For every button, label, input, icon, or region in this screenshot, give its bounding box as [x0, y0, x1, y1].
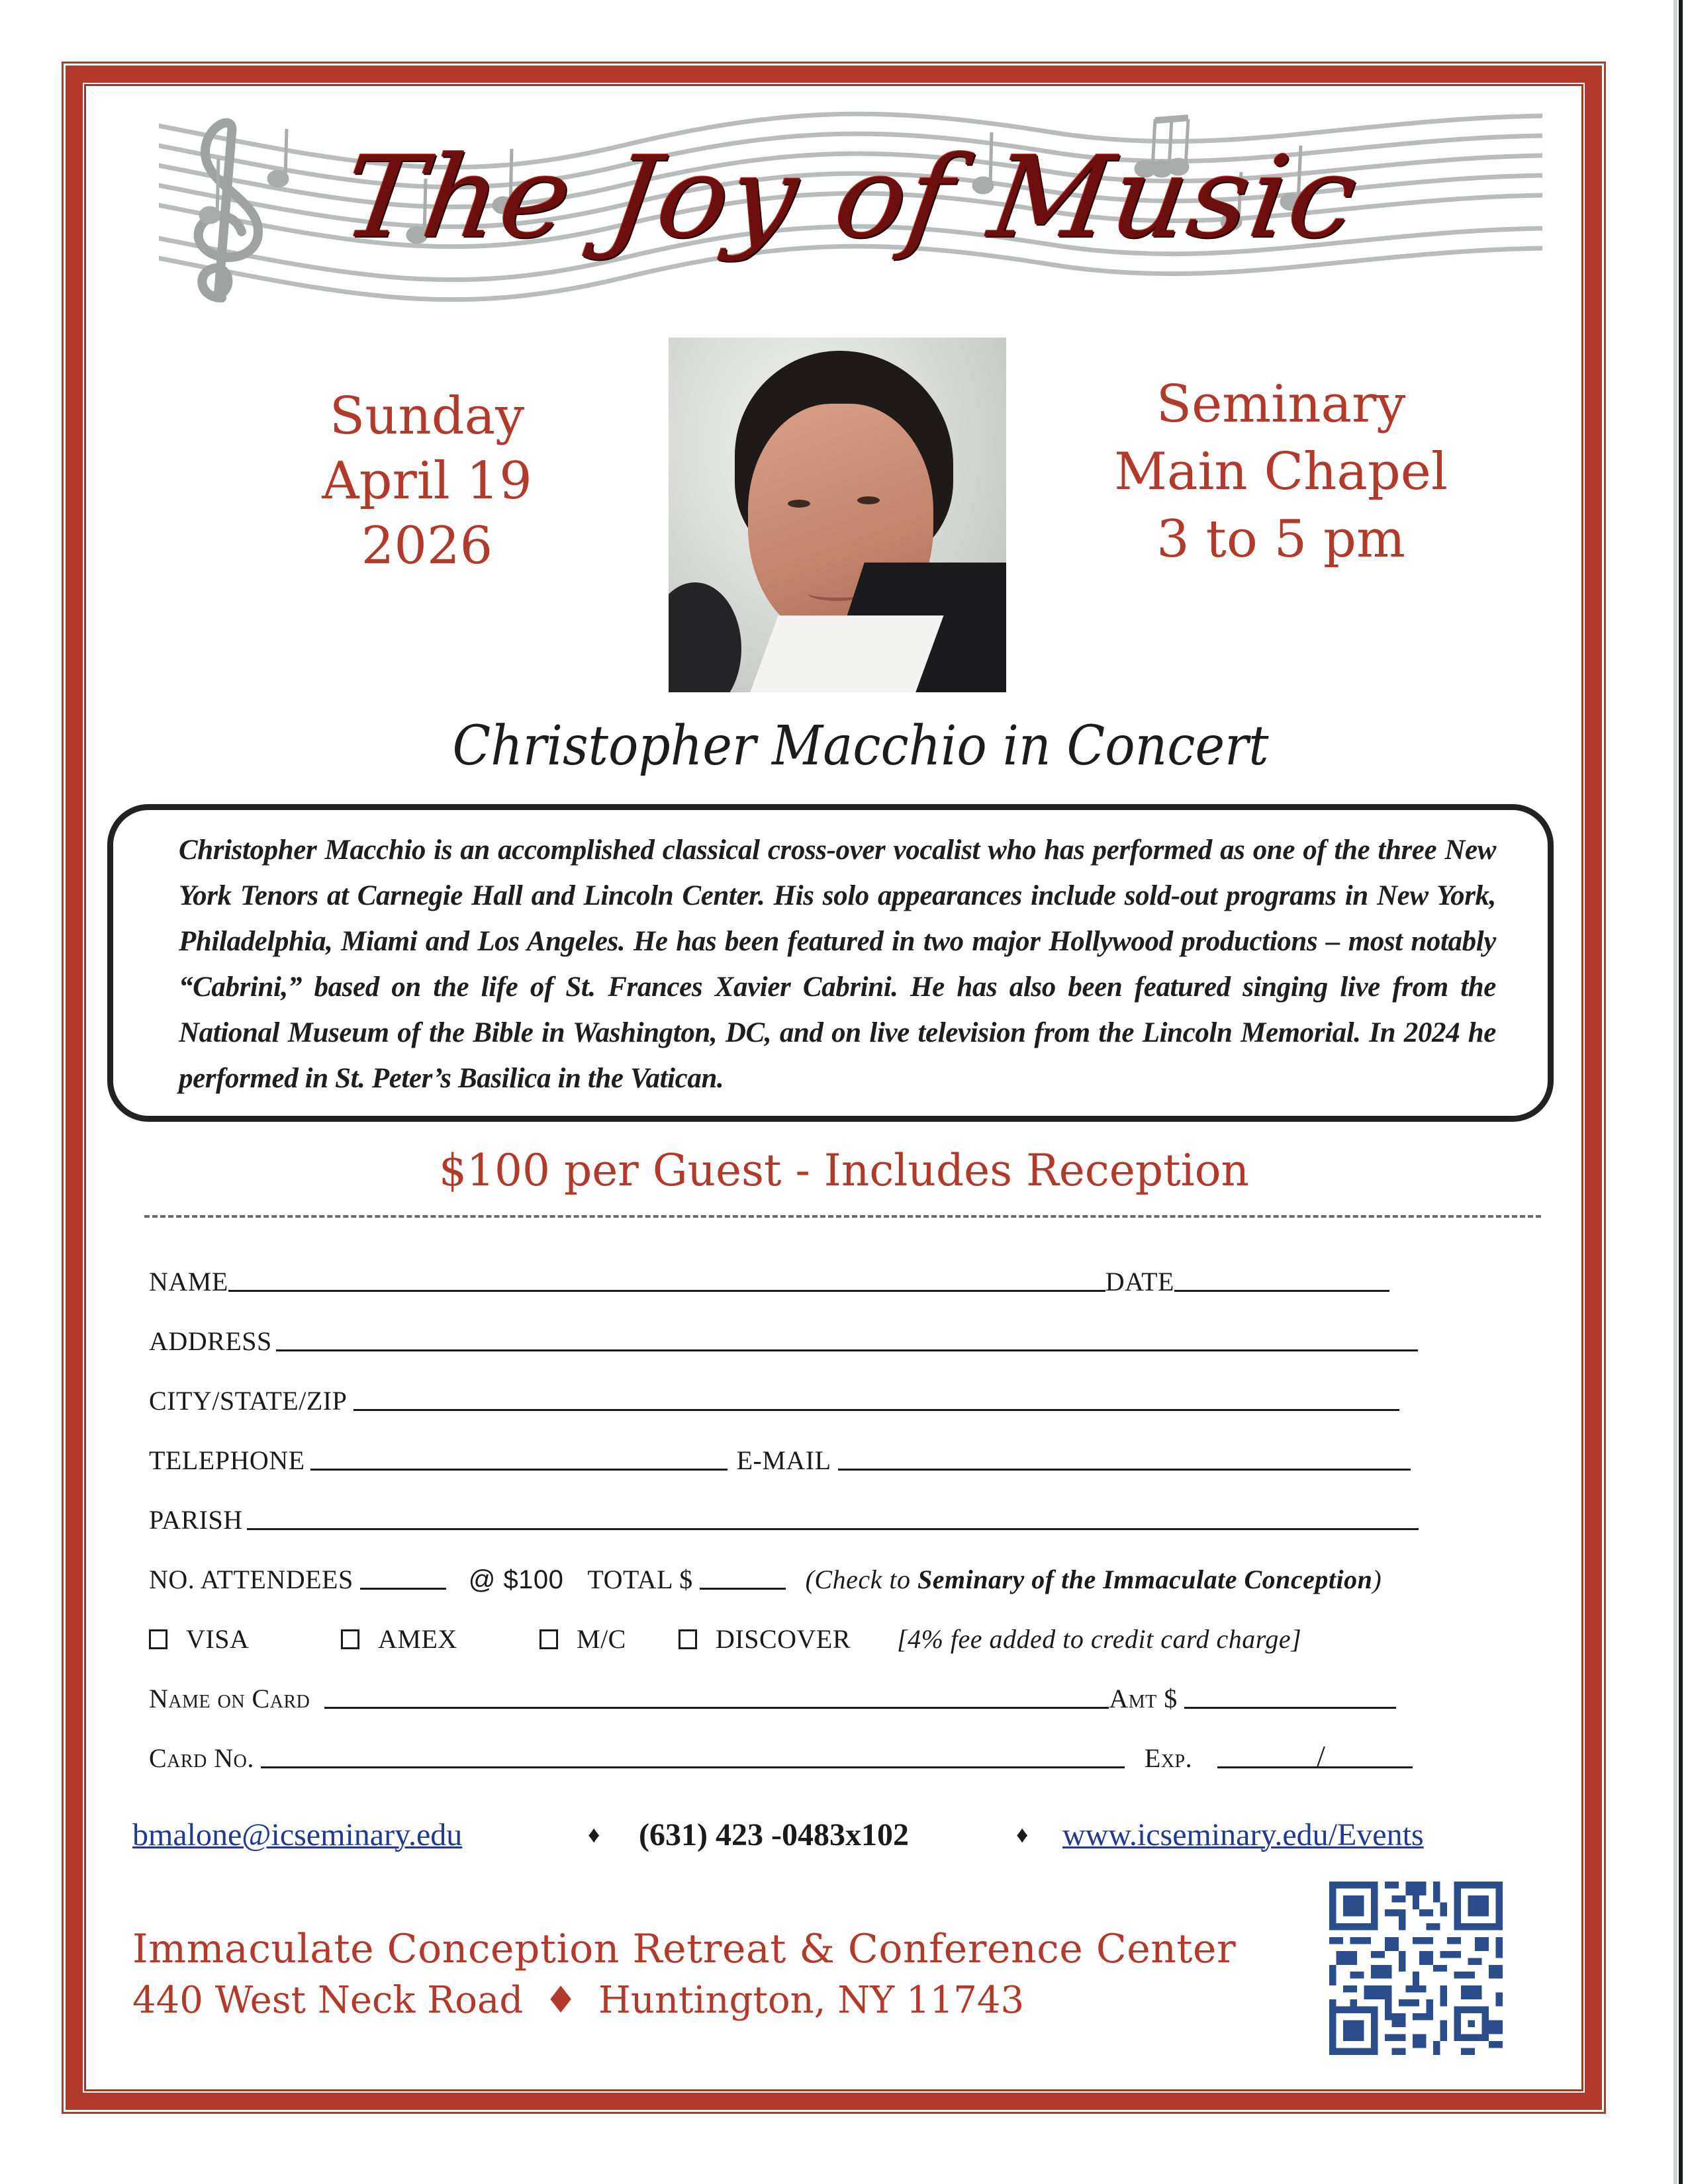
date-day: Sunday: [329, 387, 525, 446]
date-field[interactable]: [1174, 1290, 1389, 1292]
card-option-amex[interactable]: [341, 1623, 539, 1655]
address-field[interactable]: [276, 1349, 1418, 1351]
price-each: @ $100: [468, 1565, 564, 1594]
telephone-field[interactable]: [310, 1469, 727, 1471]
parish-label: PARISH: [149, 1505, 243, 1535]
card-fee-note: [4% fee added to credit card charge]: [897, 1624, 1302, 1654]
street-address: 440 West Neck Road: [132, 1979, 524, 2022]
scan-edge: [1679, 0, 1683, 2184]
cut-line-divider: [144, 1215, 1541, 1218]
qr-code-icon[interactable]: [1329, 1882, 1503, 2055]
card-option-mc[interactable]: [539, 1623, 679, 1655]
mc-label: M/C: [577, 1624, 626, 1654]
name-row: [149, 1257, 1427, 1297]
card-number-label: Card No.: [149, 1743, 254, 1773]
exp-underline: [1217, 1766, 1413, 1768]
telephone-label: TELEPHONE: [149, 1445, 305, 1475]
diamond-separator-icon: ♦: [544, 1979, 578, 2022]
photo-eye: [857, 496, 880, 504]
card-number-field[interactable]: [261, 1766, 1125, 1768]
check-note-suffix: ): [1372, 1565, 1382, 1594]
exp-separator: /: [1317, 1739, 1325, 1773]
card-number-row: [149, 1734, 1413, 1774]
visa-label: VISA: [186, 1624, 250, 1654]
event-venue: [1086, 371, 1476, 573]
name-field[interactable]: [228, 1290, 1105, 1292]
price-headline: $100 per Guest - Includes Reception: [439, 1145, 1249, 1196]
photo-shirt: [745, 615, 944, 692]
name-label: NAME: [149, 1267, 228, 1297]
email-link[interactable]: bmalone@icseminary.edu: [132, 1817, 463, 1852]
discover-checkbox[interactable]: [679, 1629, 697, 1649]
venue-time: 3 to 5 pm: [1156, 510, 1405, 569]
amex-checkbox[interactable]: [341, 1629, 359, 1649]
mc-checkbox[interactable]: [539, 1629, 558, 1649]
visa-checkbox[interactable]: [149, 1629, 167, 1649]
address-label: ADDRESS: [149, 1326, 272, 1356]
concert-title: Christopher Macchio in Concert: [452, 715, 1269, 778]
phone-number: (631) 423 -0483x102: [639, 1817, 909, 1852]
photo-eye: [788, 500, 810, 508]
organization-address: [132, 1979, 1024, 2022]
title-banner: [159, 106, 1542, 318]
email-field[interactable]: [838, 1469, 1411, 1471]
total-label: TOTAL $: [587, 1565, 693, 1594]
card-type-row: [149, 1615, 1407, 1655]
city-state-zip-field[interactable]: [353, 1409, 1399, 1411]
check-note: [806, 1564, 1382, 1595]
amount-field[interactable]: [1184, 1707, 1396, 1709]
venue-line-1: Seminary: [1156, 375, 1406, 434]
organization-name: Immaculate Conception Retreat & Conference Center: [132, 1926, 1237, 1972]
check-payee: Seminary of the Immaculate Conception: [917, 1565, 1373, 1594]
attendees-label: NO. ATTENDEES: [149, 1565, 353, 1594]
exp-label: Exp.: [1144, 1743, 1193, 1773]
date-month-day: April 19: [322, 451, 532, 511]
diamond-separator-icon: ♦: [1016, 1821, 1029, 1848]
amount-label: Amt $: [1109, 1684, 1178, 1713]
card-option-visa[interactable]: [149, 1623, 341, 1655]
attendees-row: [149, 1555, 1382, 1595]
bio-text: Christopher Macchio is an accomplished classical cross-over vocalist who has performed as one of the three New York Tenors at Carnegie Hall and Lincoln Center. His solo appearances include sold-out programs in New York, Philadelphia, Miami and Los Angeles. He has been featured in two major Hollywood productions – most notably “Cabrini,” based on the life of St. Frances Xavier Cabrini. He has also been featured singing live from the National Museum of the Bible in Washington, DC, and on live television from the Lincoln Memorial. In 2024 he performed in St. Peter’s Basilica in the Vatican.: [179, 835, 1496, 1094]
date-year: 2026: [361, 516, 493, 576]
city-address: Huntington, NY 11743: [598, 1979, 1025, 2022]
photo-shoulder: [669, 582, 741, 692]
name-on-card-label: Name on Card: [149, 1684, 310, 1713]
page-title: The Joy of Music: [335, 132, 1366, 263]
venue-line-2: Main Chapel: [1114, 442, 1448, 502]
city-row: [149, 1377, 1399, 1416]
card-option-discover[interactable]: [679, 1623, 897, 1655]
total-field[interactable]: [700, 1588, 786, 1590]
name-on-card-row: [149, 1674, 1396, 1714]
performer-photo: [669, 338, 1006, 692]
contact-info-row: [149, 1436, 1411, 1476]
email-label: E-MAIL: [736, 1445, 831, 1475]
diamond-separator-icon: ♦: [588, 1821, 600, 1848]
address-row: [149, 1317, 1418, 1357]
attendees-field[interactable]: [360, 1588, 446, 1590]
parish-field[interactable]: [247, 1528, 1419, 1530]
exp-field[interactable]: [1217, 1739, 1413, 1774]
scan-edge-highlight: [1673, 0, 1677, 2184]
check-note-prefix: (Check to: [805, 1565, 917, 1594]
name-on-card-field[interactable]: [324, 1707, 1109, 1709]
date-label: DATE: [1105, 1267, 1174, 1297]
contact-bar: [132, 1817, 1556, 1863]
amex-label: AMEX: [378, 1624, 457, 1654]
parish-row: [149, 1496, 1419, 1535]
city-state-zip-label: CITY/STATE/ZIP: [149, 1386, 348, 1416]
event-date: [285, 384, 569, 578]
discover-label: DISCOVER: [716, 1624, 851, 1654]
website-link[interactable]: www.icseminary.edu/Events: [1062, 1817, 1424, 1852]
